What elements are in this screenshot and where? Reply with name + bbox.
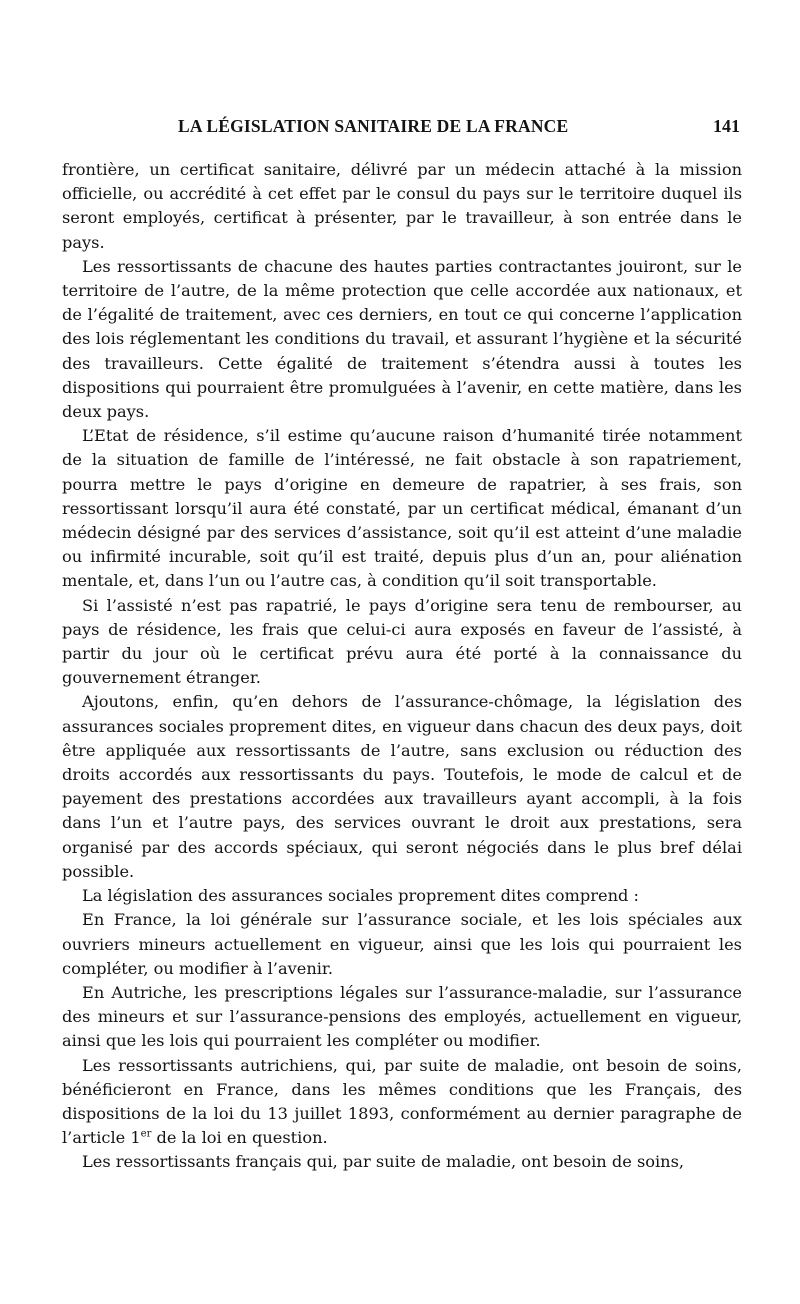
paragraph-social-insurance: Ajoutons, enfin, qu’en dehors de l’assurance-chômage, la législation des assurances sociales proprement dites, en vigueur dans chacun des deux pays, doit être appliquée aux ressortissants de l’autre, sans exclusion ou réduction des droits accordés aux ressortissants du pays. Toutefois, le mode de calcul et de payement des prestations accordées aux travailleurs ayant accompli, à la fois dans l’un et l’autre pays, des services ouvrant le droit aux prestations, sera organisé par des accords spéciaux, qui seront négociés dans le plus bref délai possible. xyxy=(62,692,742,881)
paragraph-france: En France, la loi générale sur l’assurance sociale, et les lois spéciales aux ouvriers mineurs actuellement en vigueur, ainsi que les lois qui pourraient les compléter, ou modifier à l’avenir. xyxy=(62,910,742,978)
paragraph-continuation: frontière, un certificat sanitaire, délivré par un médecin attaché à la mission officielle, ou accrédité à cet effet par le consul du pays sur le territoire duquel ils seront employés, certificat à présenter, par le travailleur, à son entrée dans le pays. xyxy=(62,160,742,252)
running-title: LA LÉGISLATION SANITAIRE DE LA FRANCE xyxy=(178,116,569,136)
page-number: 141 xyxy=(713,116,740,136)
paragraph-legislation-intro: La législation des assurances sociales proprement dites comprend : xyxy=(82,886,639,906)
article-superscript: er xyxy=(140,1128,152,1140)
running-header xyxy=(62,116,742,140)
paragraph-text-before-superscript: Les ressortissants autrichiens, qui, par suite de maladie, ont besoin de soins, bénéficieront en France, dans les mêmes conditions que les Français, des dispositions de la loi du 13 juillet 1893, conformément au dernier paragraphe de l’article 1 xyxy=(62,1055,742,1148)
paragraph-equal-protection: Les ressortissants de chacune des hautes parties contractantes jouiront, sur le territoire de l’autre, de la même protection que celle accordée aux nationaux, et de l’égalité de traitement, avec ces derniers, en tout ce qui concerne l’application des lois réglementant les conditions du travail, et assurant l’hygiène et la sécurité des travailleurs. Cette égalité de traitement s’étendra aussi à toutes les dispositions qui pourraient être promulguées à l’avenir, en cette matière, dans les deux pays. xyxy=(62,256,742,422)
paragraph-french-nationals: Les ressortissants français qui, par suite de maladie, ont besoin de soins, xyxy=(82,1152,685,1172)
paragraph-text-after-superscript: de la loi en question. xyxy=(151,1128,328,1148)
paragraph-austria: En Autriche, les prescriptions légales sur l’assurance-maladie, sur l’assurance des mineurs et sur l’assurance-pensions des employés, actuellement en vigueur, ainsi que les lois qui pourraient les compléter ou modifier. xyxy=(62,982,742,1051)
body-text xyxy=(62,158,742,1175)
paragraph-reimbursement: Si l’assisté n’est pas rapatrié, le pays d’origine sera tenu de rembourser, au pays de résidence, les frais que celui-ci aura exposés en faveur de l’assisté, à partir du jour où le certificat prévu aura été porté à la connaissance du gouvernement étranger. xyxy=(62,595,742,688)
paragraph-austrian-nationals xyxy=(62,1054,742,1151)
paragraph-repatriation: L’Etat de résidence, s’il estime qu’aucune raison d’humanité tirée notamment de la situation de famille de l’intéressé, ne fait obstacle à son rapatriement, pourra mettre le pays d’origine en demeure de rapatrier, à ses frais, son ressortissant lorsqu’il aura été constaté, par un certificat médical, émanant d’un médecin désigné par des services d’assistance, soit qu’il est atteint d’une maladie ou infirmité incurable, soit qu’il est traité, depuis plus d’un an, pour aliénation mentale, et, dans l’un ou l’autre cas, à condition qu’il soit transportable. xyxy=(62,426,742,591)
